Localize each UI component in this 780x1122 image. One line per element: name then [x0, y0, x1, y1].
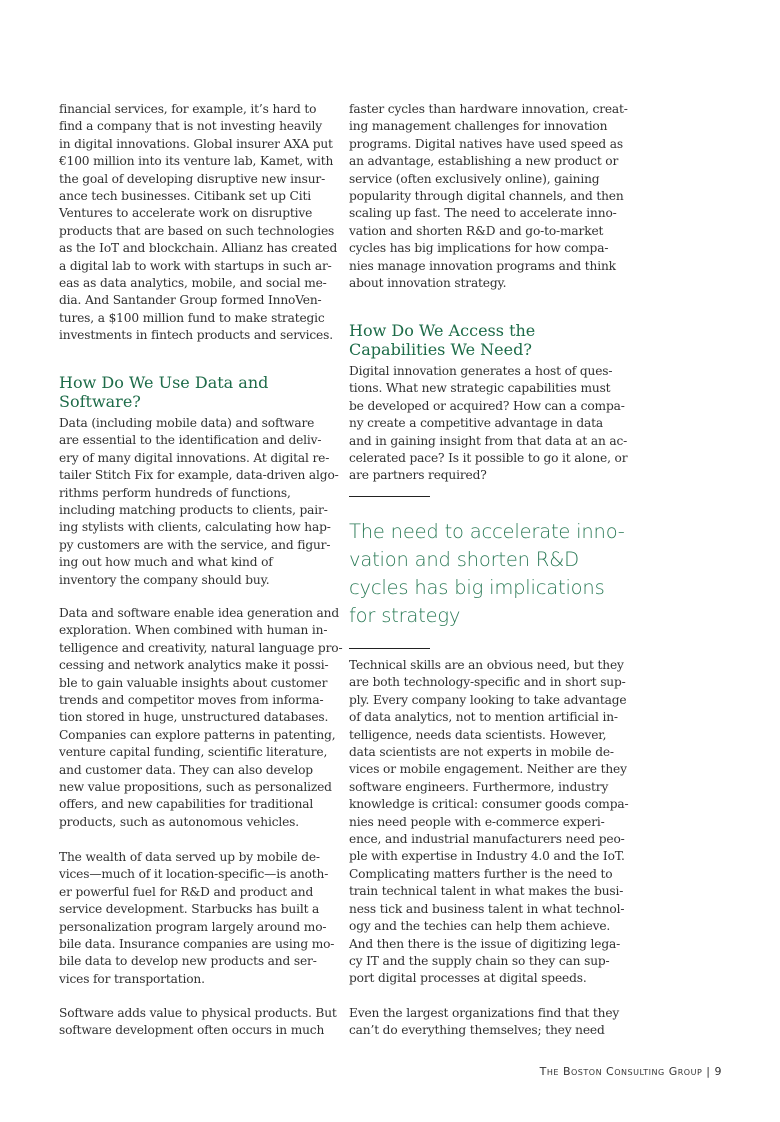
pull-quote: The need to accelerate inno- vation and shorten R&D cycles has big implications for strategy — [349, 520, 625, 627]
section-heading: How Do We Use Data and Software? — [59, 373, 269, 411]
body-paragraph: Software adds value to physical products. But software development often occurs in much — [59, 1006, 337, 1038]
body-paragraph: Data (including mobile data) and software are essential to the identification and deliv- ery of many digital innovations. At digital re- tailer Stitch Fix for example, data-driven algo- rithms perform hundreds of functions, including matching products to clients, pair- ing stylists with clients, calculating how hap- py customers are with the service, and figur- ing out how much and what kind of inventory the company should buy. — [59, 416, 339, 587]
page-footer — [540, 1065, 722, 1078]
publisher-name: The Boston Consulting Group — [539, 1065, 703, 1078]
divider — [349, 496, 430, 497]
page-number: 9 — [714, 1065, 722, 1078]
body-paragraph: Even the largest organizations find that they can’t do everything themselves; they need — [349, 1006, 620, 1038]
body-paragraph: Digital innovation generates a host of ques- tions. What new strategic capabilities must be developed or acquired? How can a compa- ny create a competitive advantage in data and in gaining insight from that data at an ac- celerated pace? Is it possible to go it alone, or are partners required? — [349, 364, 628, 483]
footer-separator: | — [706, 1065, 711, 1078]
body-paragraph: faster cycles than hardware innovation, creat- ing management challenges for innovation programs. Digital natives have used speed as an advantage, establishing a new product or service (often exclusively online), gaining popularity through digital channels, and then scaling up fast. The need to accelerate inno- vation and shorten R&D and go-to-market cycles has big implications for how compa- nies manage innovation programs and think about innovation strategy. — [349, 102, 628, 291]
body-paragraph: financial services, for example, it’s hard to find a company that is not investing heavily in digital innovations. Global insurer AXA put €100 million into its venture lab, Kamet, with the goal of developing disruptive new insur- ance tech businesses. Citibank set up Citi Ventures to accelerate work on disruptive products that are based on such technologies as the IoT and blockchain. Allianz has created a digital lab to work with startups in such ar- eas as data analytics, mobile, and social me- dia. And Santander Group formed InnoVen- tures, a $100 million fund to make strategic investments in fintech products and services. — [59, 102, 338, 343]
divider — [349, 648, 430, 649]
body-paragraph: Technical skills are an obvious need, but they are both technology-specific and in short sup- ply. Every company looking to take advantage of data analytics, not to mention artificial in- telligence, needs data scientists. However, data scientists are not experts in mobile de- vices or mobile engagement. Neither are they software engineers. Furthermore, industry knowledge is critical: consumer goods compa- nies need people with e-commerce experi- ence, and industrial manufacturers need peo- ple with expertise in Industry 4.0 and the IoT. Complicating matters further is the need to train technical talent in what makes the busi- ness tick and business talent in what technol- ogy and the techies can help them achieve. And then there is the issue of digitizing lega- cy IT and the supply chain so they can sup- port digital processes at digital speeds. — [349, 658, 629, 986]
body-paragraph: The wealth of data served up by mobile de- vices—much of it location-specific—is anoth- er powerful fuel for R&D and product and service development. Starbucks has built a personalization program largely around mo- bile data. Insurance companies are using mo- bile data to develop new products and ser- vices for transportation. — [59, 850, 335, 986]
body-paragraph: Data and software enable idea generation and exploration. When combined with human in- telligence and creativity, natural language pro- cessing and network analytics make it possi- ble to gain valuable insights about customer trends and competitor moves from informa- tion stored in huge, unstructured databases. Companies can explore patterns in patenting, venture capital funding, scientific literature, and customer data. They can also develop new value propositions, such as personalized offers, and new capabilities for traditional products, such as autonomous vehicles. — [59, 606, 343, 829]
section-heading: How Do We Access the Capabilities We Need? — [349, 321, 536, 359]
